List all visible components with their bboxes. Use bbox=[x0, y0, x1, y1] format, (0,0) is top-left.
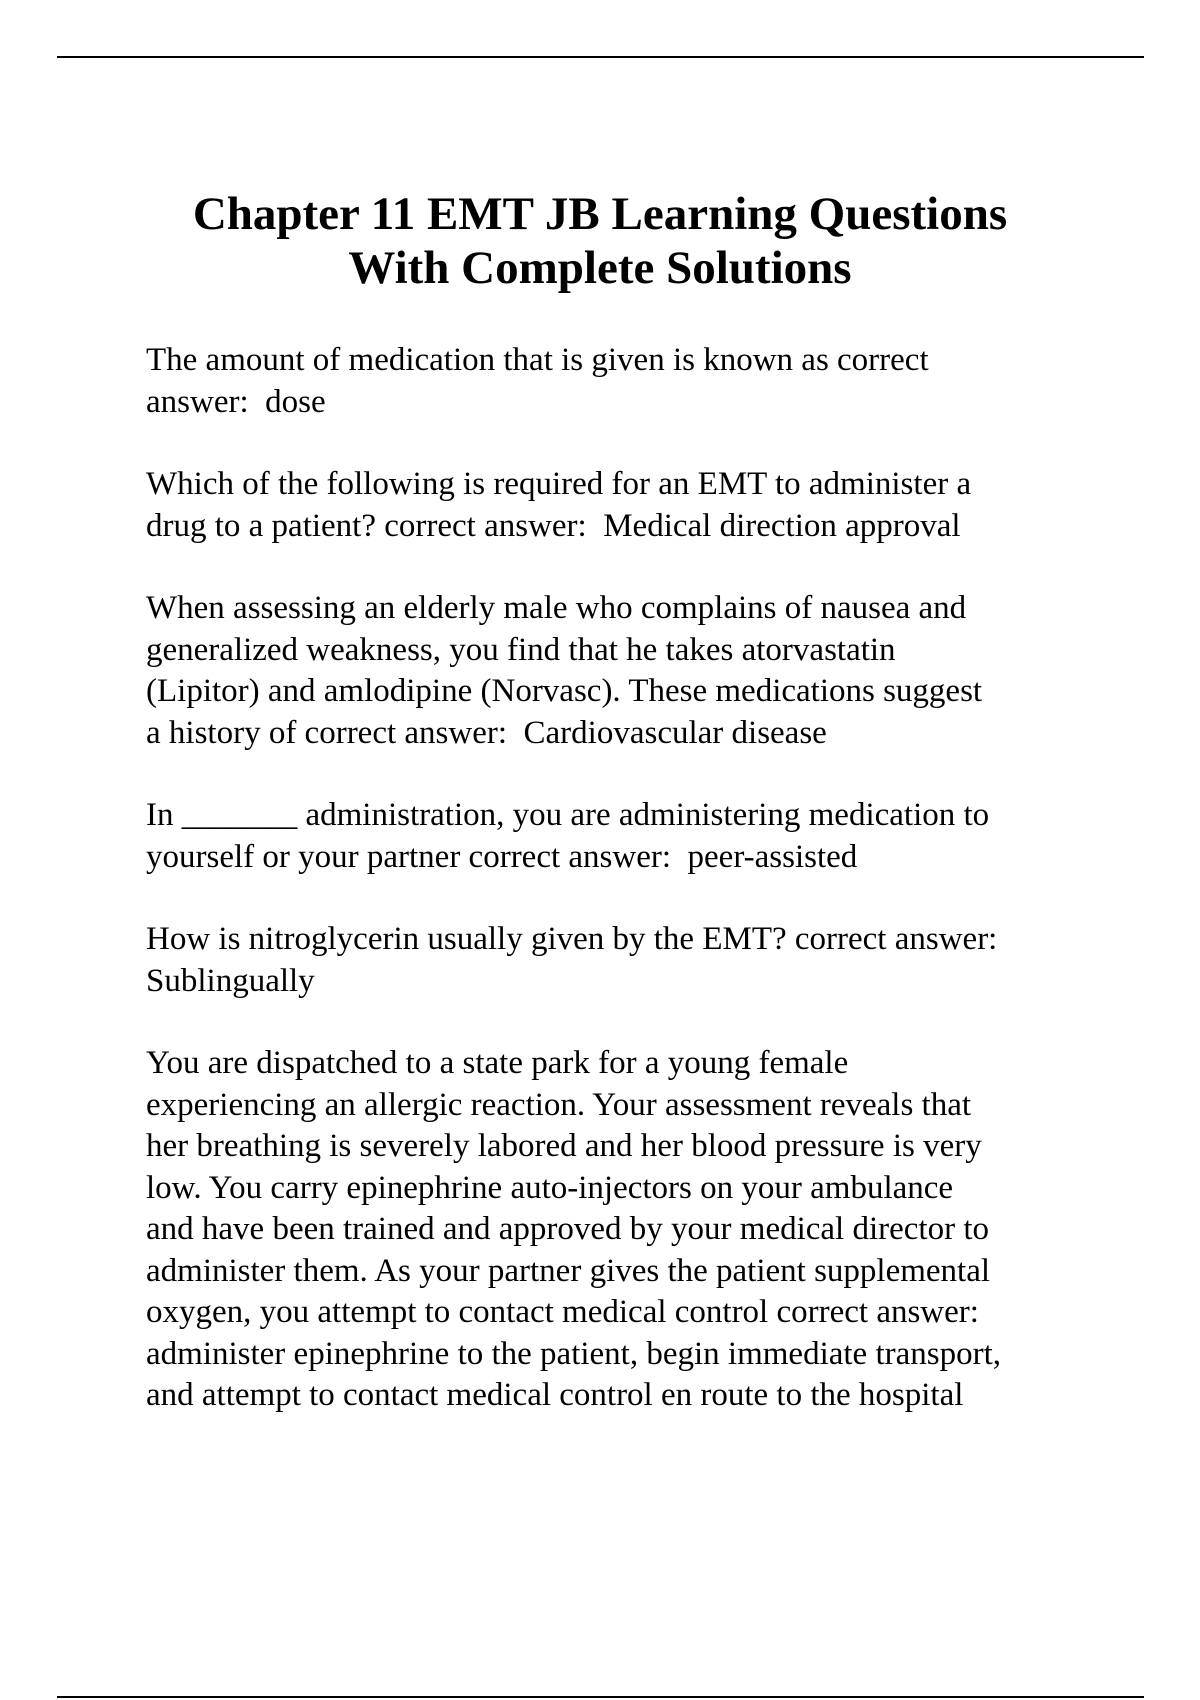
qa-item-4-line-1: In _______ administration, you are administering medication to bbox=[146, 797, 990, 833]
qa-item-1 bbox=[146, 340, 1096, 423]
qa-item-3-line-1: When assessing an elderly male who complains of nausea and bbox=[146, 590, 967, 626]
qa-item-4-line-2: yourself or your partner correct answer: peer-assisted bbox=[146, 838, 858, 875]
qa-item-3-line-4: a history of correct answer: Cardiovascular disease bbox=[146, 714, 827, 751]
qa-item-2-line-1: Which of the following is required for an EMT to administer a bbox=[146, 466, 972, 502]
qa-item-6-line-7: oxygen, you attempt to contact medical control correct answer: bbox=[146, 1294, 979, 1330]
qa-item-3-line-3: (Lipitor) and amlodipine (Norvasc). These medications suggest bbox=[146, 673, 983, 709]
qa-item-2 bbox=[146, 464, 1096, 547]
qa-item-6-line-9: and attempt to contact medical control en route to the hospital bbox=[146, 1377, 964, 1413]
qa-item-6-line-6: administer them. As your partner gives the patient supplemental bbox=[146, 1252, 991, 1289]
title-line-1: Chapter 11 EMT JB Learning Questions bbox=[192, 188, 1008, 240]
qa-item-1-line-1: The amount of medication that is given is known as correct bbox=[146, 342, 929, 378]
qa-item-3 bbox=[146, 588, 1096, 754]
top-rule bbox=[57, 56, 1144, 58]
qa-item-6-line-5: and have been trained and approved by your medical director to bbox=[146, 1211, 989, 1247]
qa-item-6-line-3: her breathing is severely labored and her blood pressure is very bbox=[146, 1128, 982, 1164]
bottom-rule bbox=[57, 1696, 1144, 1698]
qa-item-5-line-2: Sublingually bbox=[146, 962, 315, 999]
qa-item-6-line-1: You are dispatched to a state park for a young female bbox=[146, 1045, 849, 1081]
qa-item-5 bbox=[146, 919, 1096, 1002]
qa-item-3-line-2: generalized weakness, you find that he takes atorvastatin bbox=[146, 631, 896, 668]
qa-item-6-line-8: administer epinephrine to the patient, begin immediate transport, bbox=[146, 1335, 1002, 1372]
document-title bbox=[100, 187, 1100, 295]
title-line-2: With Complete Solutions bbox=[348, 242, 852, 294]
qa-item-6 bbox=[146, 1043, 1096, 1417]
qa-item-6-line-2: experiencing an allergic reaction. Your assessment reveals that bbox=[146, 1086, 972, 1123]
qa-item-6-line-4: low. You carry epinephrine auto-injectors on your ambulance bbox=[146, 1169, 954, 1206]
qa-item-2-line-2: drug to a patient? correct answer: Medical direction approval bbox=[146, 507, 961, 544]
qa-item-1-line-2: answer: dose bbox=[146, 383, 326, 420]
question-answer-list bbox=[146, 340, 1096, 1458]
qa-item-5-line-1: How is nitroglycerin usually given by the EMT? correct answer: bbox=[146, 921, 998, 957]
qa-item-4 bbox=[146, 795, 1096, 878]
